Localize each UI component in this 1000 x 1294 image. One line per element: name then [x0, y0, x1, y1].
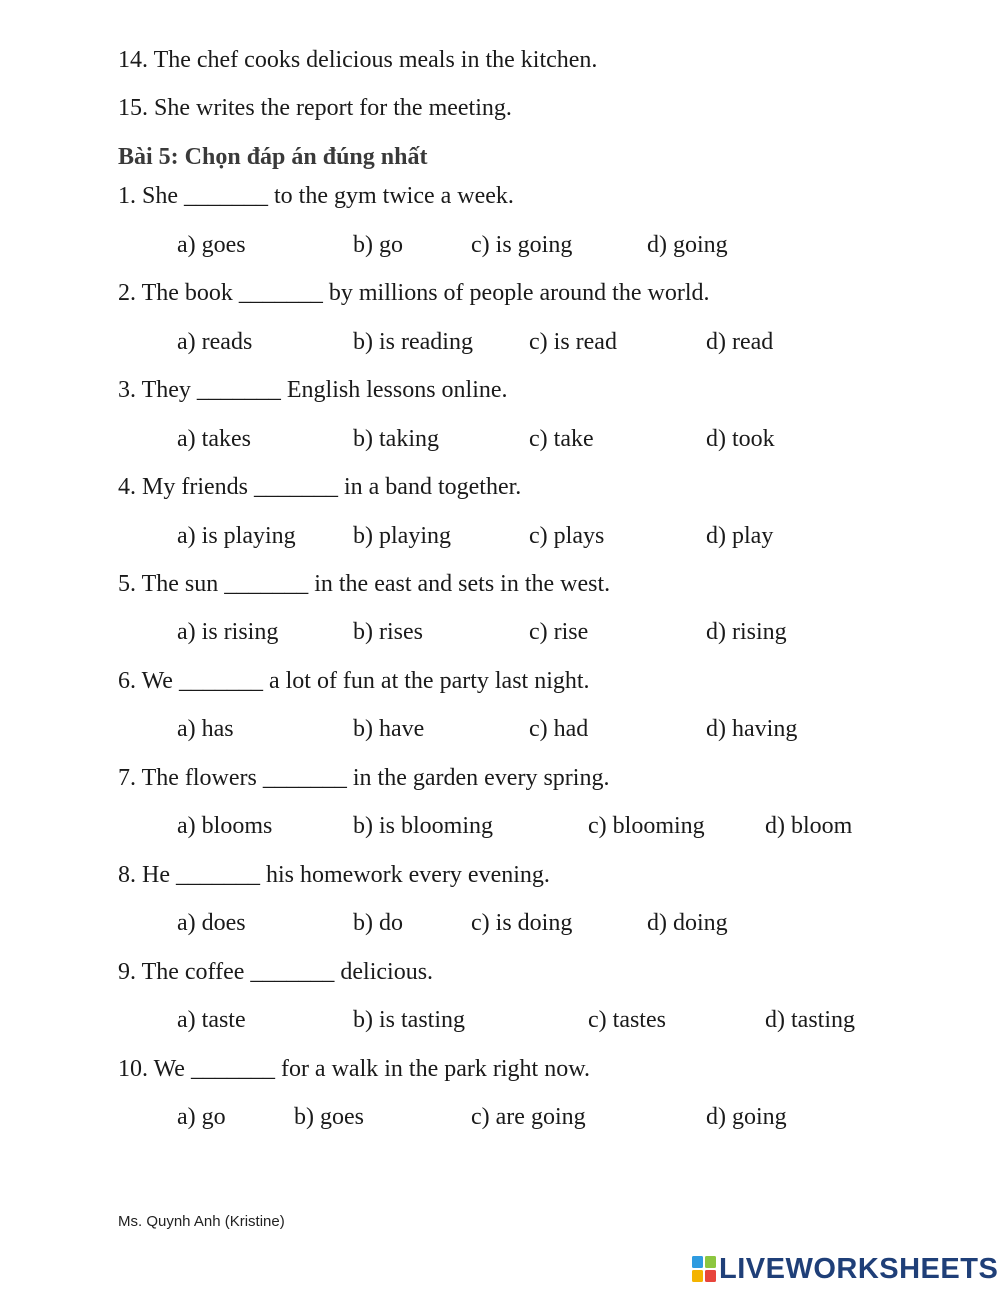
- question-5: 5. The sun _______ in the east and sets in the west.: [118, 571, 611, 597]
- q3-option-c[interactable]: c) take: [529, 426, 594, 452]
- q4-option-c[interactable]: c) plays: [529, 523, 605, 549]
- q1-option-d[interactable]: d) going: [647, 232, 728, 258]
- q3-option-d[interactable]: d) took: [706, 426, 775, 452]
- q7-option-a[interactable]: a) blooms: [177, 813, 273, 839]
- question-2: 2. The book _______ by millions of people around the world.: [118, 280, 710, 306]
- liveworksheets-logo: [692, 1252, 998, 1286]
- q7-option-d[interactable]: d) bloom: [765, 813, 853, 839]
- q4-option-b[interactable]: b) playing: [353, 523, 451, 549]
- q8-option-b[interactable]: b) do: [353, 910, 403, 936]
- q5-option-c[interactable]: c) rise: [529, 619, 589, 645]
- q7-option-b[interactable]: b) is blooming: [353, 813, 494, 839]
- q10-option-b[interactable]: b) goes: [294, 1104, 364, 1130]
- q1-option-a[interactable]: a) goes: [177, 232, 246, 258]
- q4-option-a[interactable]: a) is playing: [177, 523, 296, 549]
- q8-option-a[interactable]: a) does: [177, 910, 246, 936]
- q1-option-c[interactable]: c) is going: [471, 232, 573, 258]
- q7-option-c[interactable]: c) blooming: [588, 813, 705, 839]
- q9-option-d[interactable]: d) tasting: [765, 1007, 855, 1033]
- q10-option-c[interactable]: c) are going: [471, 1104, 586, 1130]
- question-8: 8. He _______ his homework every evening.: [118, 862, 550, 888]
- logo-text: LIVEWORKSHEETS: [719, 1252, 999, 1285]
- q1-option-b[interactable]: b) go: [353, 232, 403, 258]
- q3-option-a[interactable]: a) takes: [177, 426, 251, 452]
- q9-option-c[interactable]: c) tastes: [588, 1007, 666, 1033]
- q6-option-c[interactable]: c) had: [529, 716, 589, 742]
- q2-option-d[interactable]: d) read: [706, 329, 774, 355]
- q2-option-b[interactable]: b) is reading: [353, 329, 473, 355]
- q5-option-b[interactable]: b) rises: [353, 619, 423, 645]
- q3-option-b[interactable]: b) taking: [353, 426, 439, 452]
- liveworksheets-blocks-icon: [692, 1256, 716, 1282]
- q6-option-d[interactable]: d) having: [706, 716, 798, 742]
- question-9: 9. The coffee _______ delicious.: [118, 959, 434, 985]
- q5-option-d[interactable]: d) rising: [706, 619, 787, 645]
- q2-option-c[interactable]: c) is read: [529, 329, 617, 355]
- q8-option-d[interactable]: d) doing: [647, 910, 728, 936]
- q8-option-c[interactable]: c) is doing: [471, 910, 573, 936]
- question-1: 1. She _______ to the gym twice a week.: [118, 183, 514, 209]
- q9-option-a[interactable]: a) taste: [177, 1007, 246, 1033]
- q6-option-b[interactable]: b) have: [353, 716, 425, 742]
- prev-item-14: 14. The chef cooks delicious meals in the kitchen.: [118, 47, 598, 73]
- q10-option-a[interactable]: a) go: [177, 1104, 226, 1130]
- question-3: 3. They _______ English lessons online.: [118, 377, 508, 403]
- q10-option-d[interactable]: d) going: [706, 1104, 787, 1130]
- q4-option-d[interactable]: d) play: [706, 523, 774, 549]
- question-10: 10. We _______ for a walk in the park right now.: [118, 1056, 590, 1082]
- question-6: 6. We _______ a lot of fun at the party last night.: [118, 668, 590, 694]
- question-7: 7. The flowers _______ in the garden every spring.: [118, 765, 610, 791]
- q6-option-a[interactable]: a) has: [177, 716, 234, 742]
- q5-option-a[interactable]: a) is rising: [177, 619, 279, 645]
- footer-author: Ms. Quynh Anh (Kristine): [118, 1213, 285, 1230]
- section-title: Bài 5: Chọn đáp án đúng nhất: [118, 144, 428, 170]
- prev-item-15: 15. She writes the report for the meeting.: [118, 95, 512, 121]
- q9-option-b[interactable]: b) is tasting: [353, 1007, 465, 1033]
- q2-option-a[interactable]: a) reads: [177, 329, 253, 355]
- question-4: 4. My friends _______ in a band together.: [118, 474, 522, 500]
